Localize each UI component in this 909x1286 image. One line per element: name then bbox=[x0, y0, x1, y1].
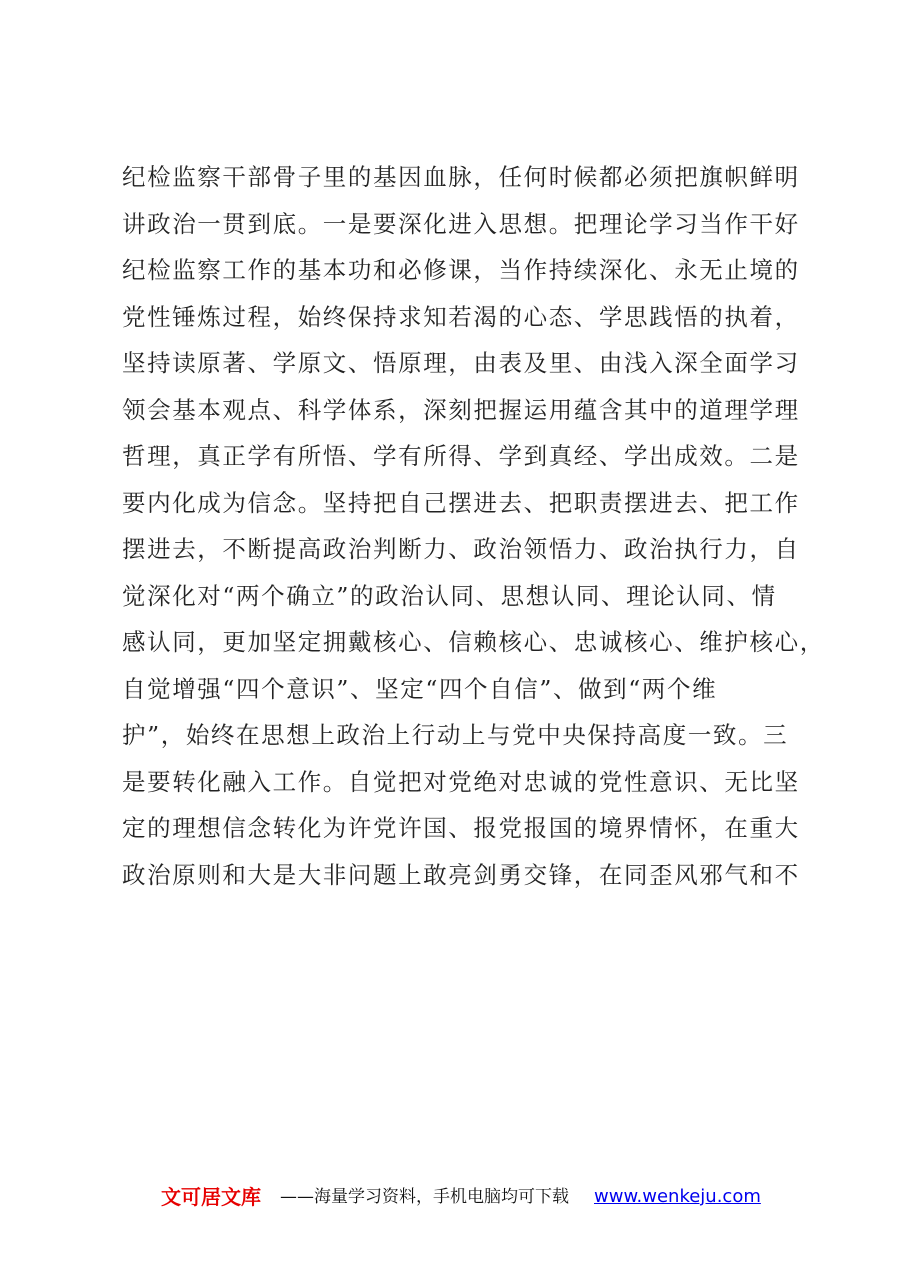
text-line bbox=[0, 483, 909, 523]
text-line bbox=[0, 669, 909, 709]
text-line-content: 定的理想信念转化为许党许国、报党报国的境界情怀，在重大 bbox=[122, 814, 800, 842]
text-line bbox=[0, 529, 909, 569]
text-line-content: 政治原则和大是大非问题上敢亮剑勇交锋，在同歪风邪气和不 bbox=[122, 860, 800, 889]
text-line-content: 哲理，真正学有所悟、学有所得、学到真经、学出成效。二是 bbox=[122, 442, 800, 470]
text-line-content: 坚持读原著、学原文、悟原理，由表及里、由浅入深全面学习 bbox=[122, 349, 800, 377]
text-line-content: 领会基本观点、科学体系，深刻把握运用蕴含其中的道理学理 bbox=[122, 395, 800, 424]
text-line-content: 摆进去，不断提高政治判断力、政治领悟力、政治执行力，自 bbox=[122, 535, 800, 563]
text-line bbox=[0, 390, 909, 430]
text-line bbox=[0, 715, 909, 755]
text-line bbox=[0, 576, 909, 616]
text-line-content: 觉深化对“两个确立”的政治认同、思想认同、理论认同、情 bbox=[122, 581, 777, 610]
text-line-content: 要内化成为信念。坚持把自己摆进去、把职责摆进去、把工作 bbox=[122, 488, 800, 517]
text-line-content: 纪检监察干部骨子里的基因血脉，任何时候都必须把旗帜鲜明 bbox=[122, 163, 800, 191]
text-line-content: 是要转化融入工作。自觉把对党绝对忠诚的党性意识、无比坚 bbox=[122, 767, 800, 796]
text-line bbox=[0, 762, 909, 802]
page-footer bbox=[0, 1180, 909, 1214]
text-line bbox=[0, 622, 909, 662]
text-line bbox=[0, 204, 909, 244]
footer-url-link[interactable]: www.wenkeju.com bbox=[594, 1186, 761, 1207]
text-line bbox=[0, 855, 909, 895]
text-line-content: 护”，始终在思想上政治上行动上与党中央保持高度一致。三 bbox=[122, 721, 789, 749]
text-line-content: 讲政治一贯到底。一是要深化进入思想。把理论学习当作干好 bbox=[122, 209, 800, 238]
text-line bbox=[0, 436, 909, 476]
text-line-content: 纪检监察工作的基本功和必修课，当作持续深化、永无止境的 bbox=[122, 256, 800, 284]
text-line bbox=[0, 250, 909, 290]
text-line-content: 自觉增强“四个意识”、坚定“四个自信”、做到“两个维 bbox=[122, 674, 718, 703]
footer-brand: 文可居文库 bbox=[161, 1185, 261, 1209]
text-line-content: 党性锤炼过程，始终保持求知若渴的心态、学思践悟的执着， bbox=[122, 302, 800, 331]
text-line bbox=[0, 343, 909, 383]
text-line bbox=[0, 297, 909, 337]
footer-tagline: ——海量学习资料，手机电脑均可下载 bbox=[280, 1187, 569, 1207]
text-line bbox=[0, 808, 909, 848]
text-line bbox=[0, 157, 909, 197]
text-line-content: 感认同，更加坚定拥戴核心、信赖核心、忠诚核心、维护核心， bbox=[122, 628, 825, 656]
